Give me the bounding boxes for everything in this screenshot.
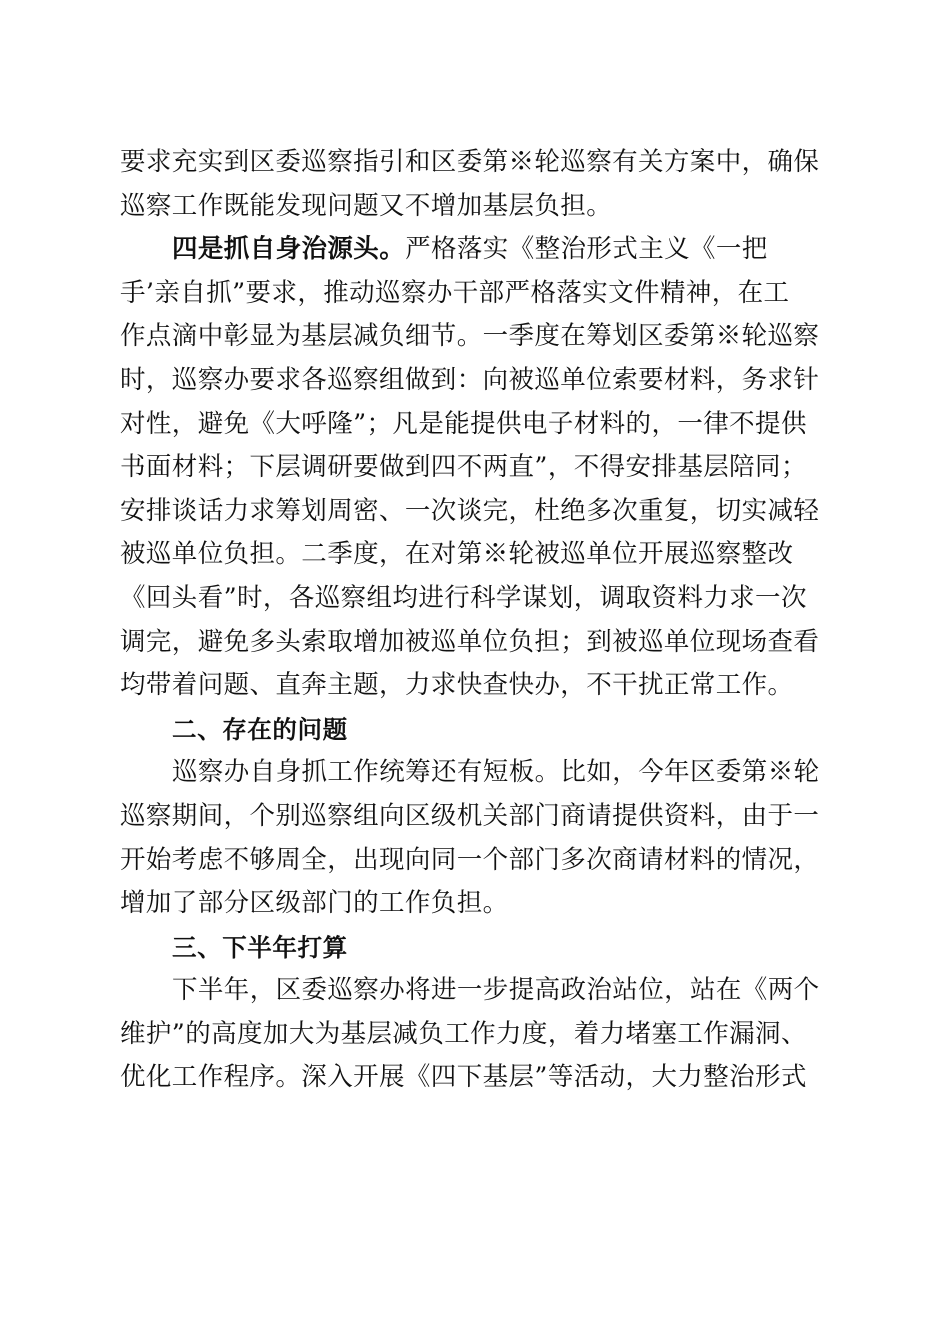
text-line: 时，巡察办要求各巡察组做到：向被巡单位索要材料，务求针 [120, 364, 820, 395]
text-line: 书面材料；下层调研要做到四不两直”，不得安排基层陪同； [120, 452, 807, 483]
text-line: 被巡单位负担。二季度，在对第※轮被巡单位开展巡察整改 [120, 539, 794, 570]
text-line: 开始考虑不够周全，出现向同一个部门多次商请材料的情况， [120, 844, 820, 875]
section-three-heading: 三、下半年打算 [172, 932, 348, 962]
text-line: 作点滴中彰显为基层减负细节。一季度在筹划区委第※轮巡察 [120, 321, 820, 352]
section-two-heading: 二、存在的问题 [172, 714, 348, 744]
text-line: 安排谈话力求筹划周密、一次谈完，杜绝多次重复，切实减轻 [120, 495, 820, 526]
paragraph-four [120, 228, 825, 708]
text-line [120, 228, 825, 272]
paragraph-section-three [120, 969, 825, 1100]
text-line: 手’亲自抓”要求，推动巡察办干部严格落实文件精神，在工 [120, 277, 790, 308]
text-line: 要求充实到区委巡察指引和区委第※轮巡察有关方案中，确保 [120, 147, 820, 177]
document-page [120, 141, 825, 1100]
text-line: 优化工作程序。深入开展《四下基层”等活动，大力整治形式 [120, 1062, 807, 1093]
text-line: 增加了部分区级部门的工作负担。 [120, 888, 509, 919]
text-line: 巡察期间，个别巡察组向区级机关部门商请提供资料，由于一 [120, 800, 820, 831]
text-segment: 严格落实《整治形式主义《一把 [405, 234, 768, 265]
text-line: 对性，避免《大呼隆”；凡是能提供电子材料的，一律不提供 [120, 408, 807, 439]
text-line: 均带着问题、直奔主题，力求快查快办，不干扰正常工作。 [120, 670, 794, 701]
paragraph-section-two [120, 751, 825, 925]
text-line: 《回头看”时，各巡察组均进行科学谋划，调取资料力求一次 [120, 582, 807, 613]
text-line: 维护”的高度加大为基层减负工作力度，着力堵塞工作漏洞、 [120, 1018, 807, 1049]
text-line: 巡察工作既能发现问题又不增加基层负担。 [120, 190, 613, 221]
text-line: 巡察办自身抓工作统筹还有短板。比如，今年区委第※轮 [172, 757, 820, 788]
text-line: 下半年，区委巡察办将进一步提高政治站位，站在《两个 [172, 975, 820, 1006]
text-line: 调完，避免多头索取增加被巡单位负担；到被巡单位现场查看 [120, 626, 820, 657]
paragraph-lead: 四是抓自身治源头。 [172, 234, 406, 265]
paragraph-continued [120, 141, 825, 228]
